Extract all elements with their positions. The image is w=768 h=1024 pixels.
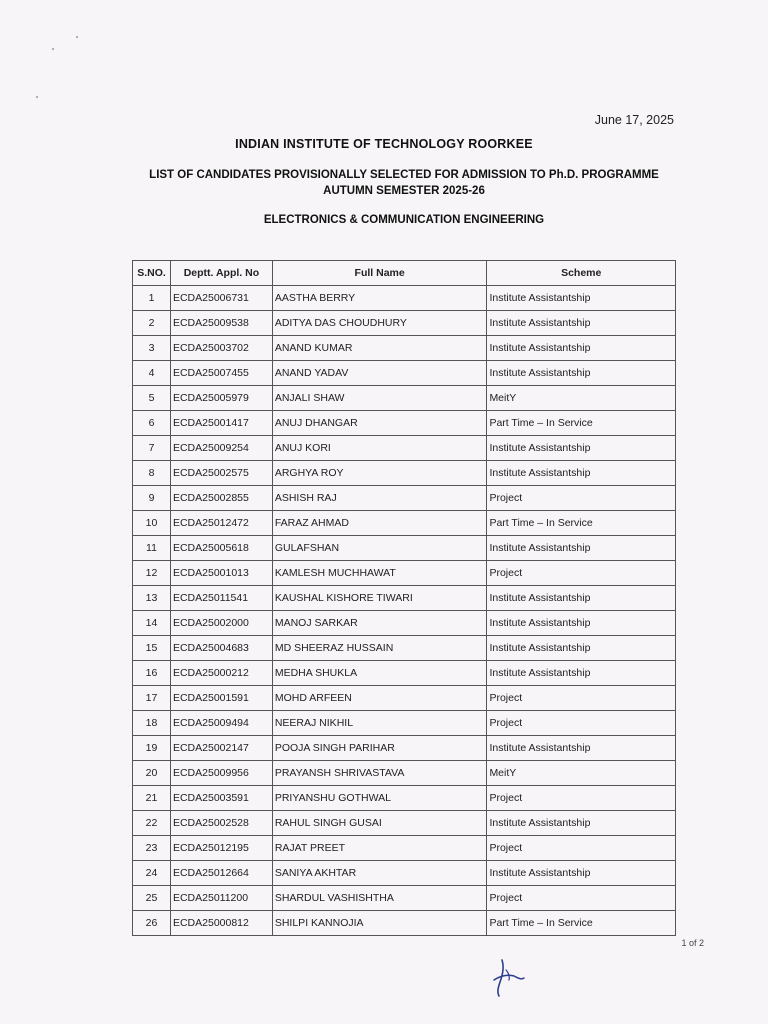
scan-speck bbox=[76, 36, 78, 38]
cell-scheme: Institute Assistantship bbox=[487, 861, 676, 886]
cell-scheme: Institute Assistantship bbox=[487, 336, 676, 361]
cell-appl-no: ECDA25001417 bbox=[170, 411, 272, 436]
table-row bbox=[133, 411, 676, 436]
cell-appl-no: ECDA25000812 bbox=[170, 911, 272, 936]
cell-sno: 25 bbox=[133, 886, 171, 911]
cell-sno: 17 bbox=[133, 686, 171, 711]
cell-appl-no: ECDA25012664 bbox=[170, 861, 272, 886]
cell-sno: 14 bbox=[133, 611, 171, 636]
table-row bbox=[133, 561, 676, 586]
table-row bbox=[133, 861, 676, 886]
cell-appl-no: ECDA25009494 bbox=[170, 711, 272, 736]
cell-appl-no: ECDA25001013 bbox=[170, 561, 272, 586]
cell-sno: 5 bbox=[133, 386, 171, 411]
cell-scheme: Project bbox=[487, 786, 676, 811]
table-header-row bbox=[133, 261, 676, 286]
cell-scheme: Part Time – In Service bbox=[487, 911, 676, 936]
cell-scheme: Project bbox=[487, 561, 676, 586]
table-row bbox=[133, 636, 676, 661]
cell-sno: 26 bbox=[133, 911, 171, 936]
cell-full-name: KAMLESH MUCHHAWAT bbox=[272, 561, 487, 586]
table-row bbox=[133, 761, 676, 786]
cell-scheme: Part Time – In Service bbox=[487, 411, 676, 436]
table-row bbox=[133, 611, 676, 636]
cell-scheme: Institute Assistantship bbox=[487, 736, 676, 761]
cell-appl-no: ECDA25000212 bbox=[170, 661, 272, 686]
cell-sno: 7 bbox=[133, 436, 171, 461]
list-title-line2: AUTUMN SEMESTER 2025-26 bbox=[323, 185, 485, 197]
cell-sno: 24 bbox=[133, 861, 171, 886]
cell-appl-no: ECDA25003591 bbox=[170, 786, 272, 811]
cell-full-name: MANOJ SARKAR bbox=[272, 611, 487, 636]
column-header-sno: S.NO. bbox=[133, 261, 171, 286]
column-header-appl-no: Deptt. Appl. No bbox=[170, 261, 272, 286]
cell-full-name: RAHUL SINGH GUSAI bbox=[272, 811, 487, 836]
cell-appl-no: ECDA25009956 bbox=[170, 761, 272, 786]
cell-full-name: ANUJ KORI bbox=[272, 436, 487, 461]
cell-appl-no: ECDA25002528 bbox=[170, 811, 272, 836]
cell-sno: 10 bbox=[133, 511, 171, 536]
cell-scheme: Institute Assistantship bbox=[487, 311, 676, 336]
cell-sno: 20 bbox=[133, 761, 171, 786]
table-row bbox=[133, 686, 676, 711]
cell-appl-no: ECDA25001591 bbox=[170, 686, 272, 711]
cell-appl-no: ECDA25011541 bbox=[170, 586, 272, 611]
cell-full-name: ARGHYA ROY bbox=[272, 461, 487, 486]
cell-appl-no: ECDA25011200 bbox=[170, 886, 272, 911]
cell-sno: 2 bbox=[133, 311, 171, 336]
cell-appl-no: ECDA25005618 bbox=[170, 536, 272, 561]
scan-speck bbox=[52, 48, 54, 50]
cell-full-name: ASHISH RAJ bbox=[272, 486, 487, 511]
table-row bbox=[133, 486, 676, 511]
cell-appl-no: ECDA25007455 bbox=[170, 361, 272, 386]
page-number: 1 of 2 bbox=[681, 938, 704, 948]
cell-sno: 12 bbox=[133, 561, 171, 586]
cell-sno: 11 bbox=[133, 536, 171, 561]
cell-scheme: Project bbox=[487, 486, 676, 511]
cell-full-name: SHARDUL VASHISHTHA bbox=[272, 886, 487, 911]
list-title-line1: LIST OF CANDIDATES PROVISIONALLY SELECTED FOR ADMISSION TO Ph.D. PROGRAMME bbox=[149, 169, 659, 181]
candidates-table bbox=[132, 260, 676, 936]
table-row bbox=[133, 461, 676, 486]
cell-sno: 8 bbox=[133, 461, 171, 486]
institute-heading: INDIAN INSTITUTE OF TECHNOLOGY ROORKEE bbox=[235, 137, 533, 151]
table-body bbox=[133, 286, 676, 936]
cell-full-name: FARAZ AHMAD bbox=[272, 511, 487, 536]
cell-appl-no: ECDA25009538 bbox=[170, 311, 272, 336]
cell-appl-no: ECDA25012472 bbox=[170, 511, 272, 536]
table-row bbox=[133, 511, 676, 536]
cell-scheme: Project bbox=[487, 711, 676, 736]
cell-appl-no: ECDA25002855 bbox=[170, 486, 272, 511]
table-row bbox=[133, 811, 676, 836]
table-row bbox=[133, 786, 676, 811]
cell-sno: 19 bbox=[133, 736, 171, 761]
table-row bbox=[133, 836, 676, 861]
cell-scheme: Project bbox=[487, 836, 676, 861]
cell-scheme: Institute Assistantship bbox=[487, 636, 676, 661]
cell-scheme: Institute Assistantship bbox=[487, 611, 676, 636]
cell-appl-no: ECDA25003702 bbox=[170, 336, 272, 361]
cell-sno: 23 bbox=[133, 836, 171, 861]
cell-full-name: SANIYA AKHTAR bbox=[272, 861, 487, 886]
cell-sno: 21 bbox=[133, 786, 171, 811]
cell-sno: 9 bbox=[133, 486, 171, 511]
cell-sno: 13 bbox=[133, 586, 171, 611]
cell-full-name: ADITYA DAS CHOUDHURY bbox=[272, 311, 487, 336]
column-header-scheme: Scheme bbox=[487, 261, 676, 286]
cell-full-name: PRIYANSHU GOTHWAL bbox=[272, 786, 487, 811]
cell-full-name: PRAYANSH SHRIVASTAVA bbox=[272, 761, 487, 786]
table-row bbox=[133, 361, 676, 386]
cell-full-name: ANJALI SHAW bbox=[272, 386, 487, 411]
cell-full-name: ANAND KUMAR bbox=[272, 336, 487, 361]
cell-sno: 6 bbox=[133, 411, 171, 436]
cell-scheme: Institute Assistantship bbox=[487, 461, 676, 486]
table-row bbox=[133, 736, 676, 761]
cell-scheme: Institute Assistantship bbox=[487, 811, 676, 836]
cell-appl-no: ECDA25002000 bbox=[170, 611, 272, 636]
column-header-full-name: Full Name bbox=[272, 261, 487, 286]
cell-full-name: MEDHA SHUKLA bbox=[272, 661, 487, 686]
cell-full-name: GULAFSHAN bbox=[272, 536, 487, 561]
cell-sno: 22 bbox=[133, 811, 171, 836]
signature-mark bbox=[488, 956, 528, 998]
cell-appl-no: ECDA25005979 bbox=[170, 386, 272, 411]
cell-scheme: Institute Assistantship bbox=[487, 536, 676, 561]
table-row bbox=[133, 386, 676, 411]
cell-appl-no: ECDA25009254 bbox=[170, 436, 272, 461]
cell-scheme: Project bbox=[487, 886, 676, 911]
cell-full-name: ANAND YADAV bbox=[272, 361, 487, 386]
cell-appl-no: ECDA25012195 bbox=[170, 836, 272, 861]
table-row bbox=[133, 711, 676, 736]
cell-scheme: Institute Assistantship bbox=[487, 586, 676, 611]
cell-scheme: MeitY bbox=[487, 386, 676, 411]
cell-scheme: Institute Assistantship bbox=[487, 436, 676, 461]
table-row bbox=[133, 336, 676, 361]
table-row bbox=[133, 436, 676, 461]
cell-sno: 1 bbox=[133, 286, 171, 311]
department-heading: ELECTRONICS & COMMUNICATION ENGINEERING bbox=[263, 214, 545, 226]
cell-sno: 16 bbox=[133, 661, 171, 686]
cell-full-name: MD SHEERAZ HUSSAIN bbox=[272, 636, 487, 661]
table-row bbox=[133, 911, 676, 936]
table-row bbox=[133, 661, 676, 686]
cell-scheme: MeitY bbox=[487, 761, 676, 786]
table-row bbox=[133, 586, 676, 611]
table-row bbox=[133, 286, 676, 311]
cell-appl-no: ECDA25002147 bbox=[170, 736, 272, 761]
cell-full-name: AASTHA BERRY bbox=[272, 286, 487, 311]
cell-appl-no: ECDA25006731 bbox=[170, 286, 272, 311]
cell-sno: 3 bbox=[133, 336, 171, 361]
cell-appl-no: ECDA25002575 bbox=[170, 461, 272, 486]
cell-sno: 18 bbox=[133, 711, 171, 736]
cell-full-name: RAJAT PREET bbox=[272, 836, 487, 861]
cell-scheme: Institute Assistantship bbox=[487, 361, 676, 386]
table-row bbox=[133, 886, 676, 911]
cell-appl-no: ECDA25004683 bbox=[170, 636, 272, 661]
table-row bbox=[133, 536, 676, 561]
cell-full-name: SHILPI KANNOJIA bbox=[272, 911, 487, 936]
cell-full-name: POOJA SINGH PARIHAR bbox=[272, 736, 487, 761]
cell-scheme: Institute Assistantship bbox=[487, 286, 676, 311]
cell-full-name: KAUSHAL KISHORE TIWARI bbox=[272, 586, 487, 611]
cell-scheme: Part Time – In Service bbox=[487, 511, 676, 536]
scan-speck bbox=[36, 96, 38, 98]
cell-full-name: ANUJ DHANGAR bbox=[272, 411, 487, 436]
cell-scheme: Project bbox=[487, 686, 676, 711]
table-row bbox=[133, 311, 676, 336]
cell-full-name: MOHD ARFEEN bbox=[272, 686, 487, 711]
cell-scheme: Institute Assistantship bbox=[487, 661, 676, 686]
cell-sno: 4 bbox=[133, 361, 171, 386]
cell-full-name: NEERAJ NIKHIL bbox=[272, 711, 487, 736]
cell-sno: 15 bbox=[133, 636, 171, 661]
document-date: June 17, 2025 bbox=[594, 113, 674, 127]
